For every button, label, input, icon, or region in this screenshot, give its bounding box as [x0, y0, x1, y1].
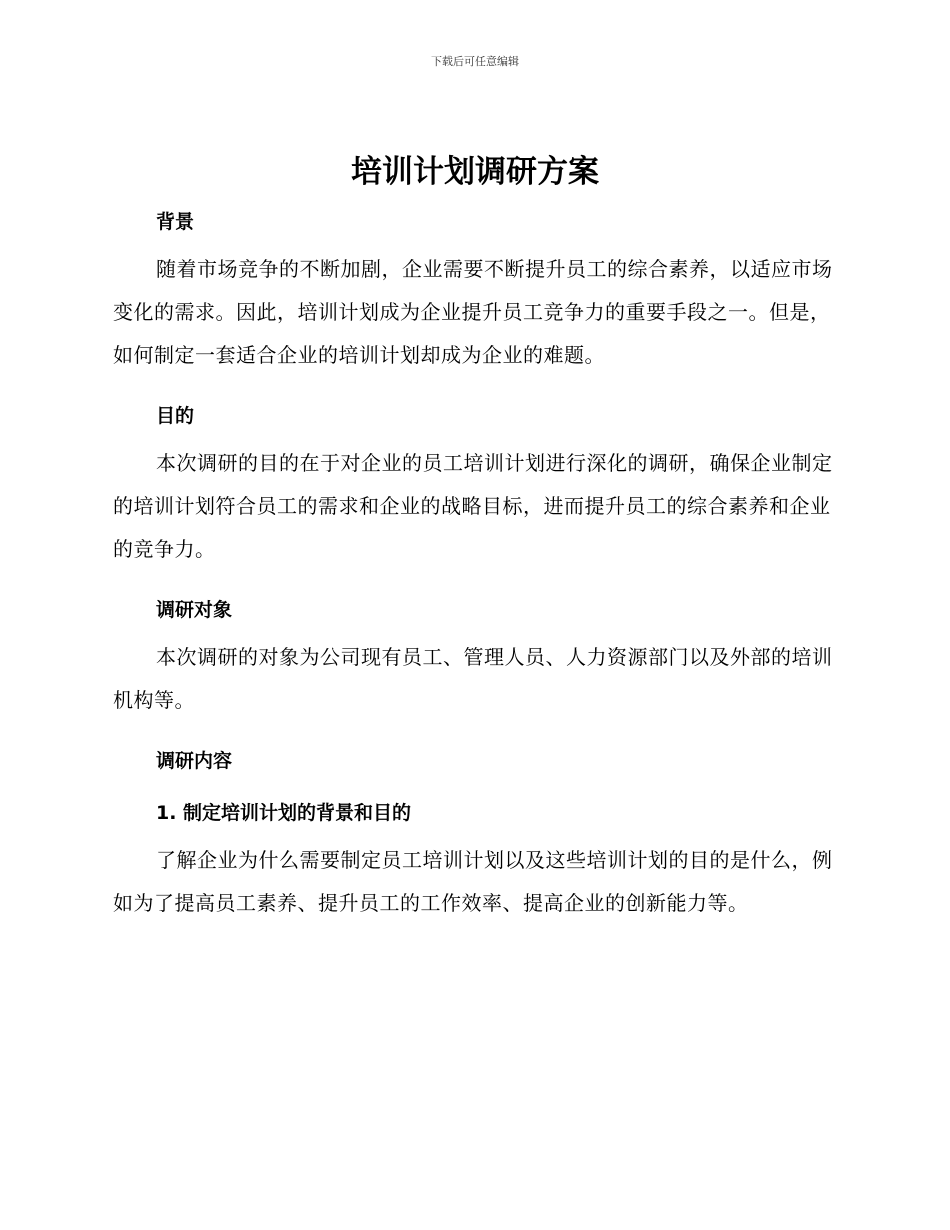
- header-note: 下载后可任意编辑: [431, 55, 519, 68]
- subsection-heading-plan-background: 1. 制定培训计划的背景和目的: [156, 802, 412, 824]
- section-purpose: [113, 390, 833, 571]
- subsection-paragraph-plan-background: 了解企业为什么需要制定员工培训计划以及这些培训计划的目的是什么，例如为了提高员工素养、提升员工的工作效率、提高企业的创新能力等。: [113, 848, 833, 915]
- section-heading-research-targets: 调研对象: [156, 599, 233, 621]
- document-body: [113, 196, 833, 938]
- section-heading-research-content: 调研内容: [156, 750, 233, 772]
- document-title: 培训计划调研方案: [351, 154, 599, 190]
- section-paragraph-research-targets: 本次调研的对象为公司现有员工、管理人员、人力资源部门以及外部的培训机构等。: [113, 645, 833, 712]
- section-heading-background: 背景: [156, 211, 195, 233]
- section-paragraph-purpose: 本次调研的目的在于对企业的员工培训计划进行深化的调研，确保企业制定的培训计划符合员工的需求和企业的战略目标，进而提升员工的综合素养和企业的竞争力。: [113, 451, 833, 561]
- section-paragraph-background: 随着市场竞争的不断加剧，企业需要不断提升员工的综合素养，以适应市场变化的需求。因此，培训计划成为企业提升员工竞争力的重要手段之一。但是，如何制定一套适合企业的培训计划却成为企业的难题。: [113, 257, 833, 367]
- section-research-targets: [113, 584, 833, 722]
- section-background: [113, 196, 833, 377]
- section-research-content: [113, 735, 833, 787]
- subsection-plan-background: [113, 787, 833, 925]
- section-heading-purpose: 目的: [156, 405, 195, 427]
